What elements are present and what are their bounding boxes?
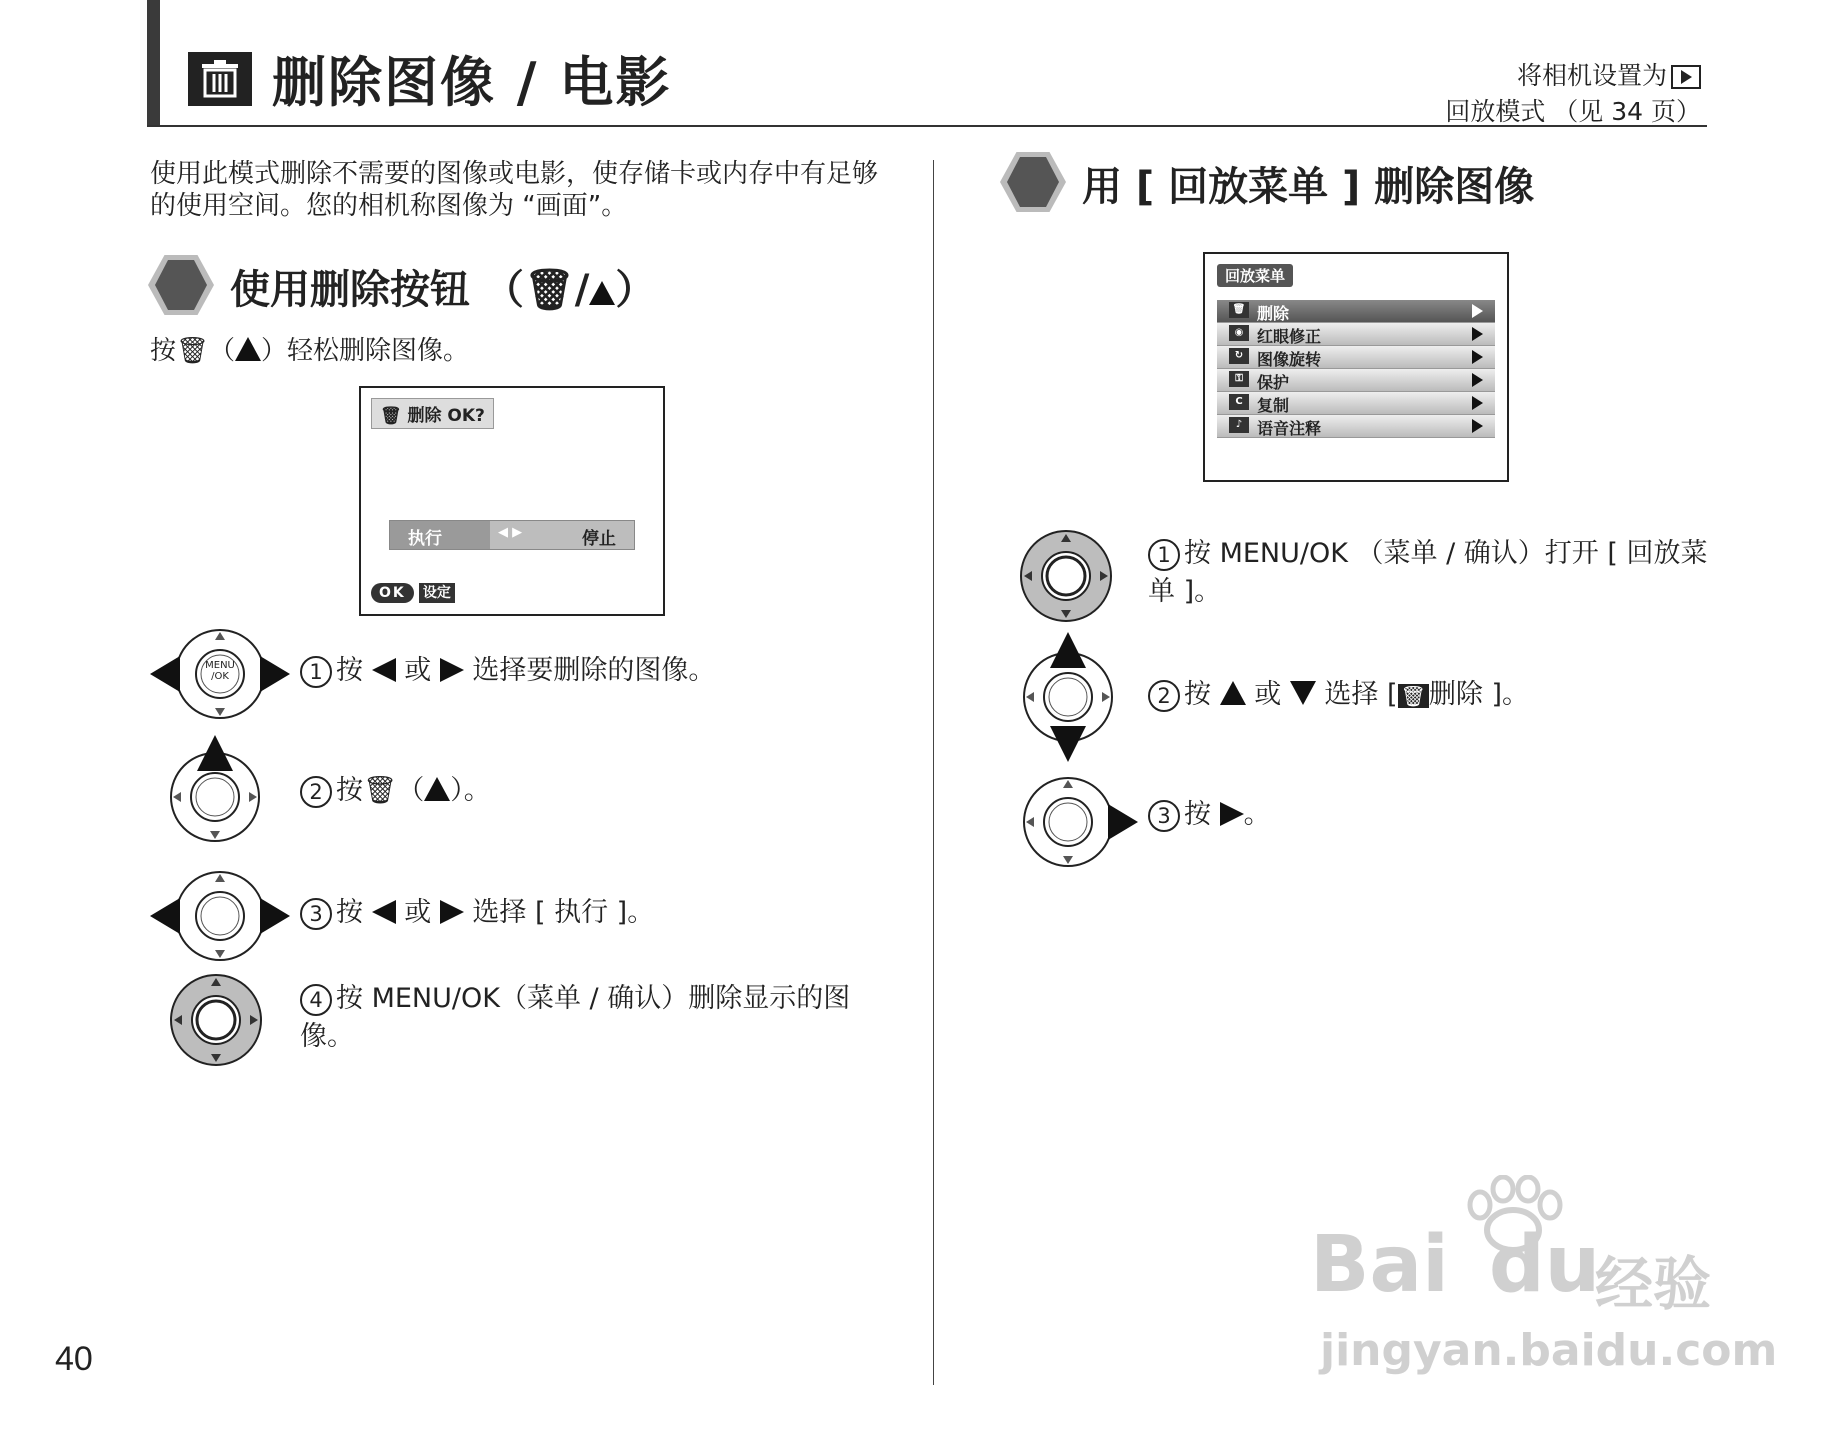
- menu-item-rotate[interactable]: ↻ 图像旋转: [1217, 346, 1495, 369]
- up-triangle-icon: [589, 281, 615, 305]
- playback-menu-screen: [1203, 252, 1509, 482]
- section-hex-icon: [1000, 152, 1066, 212]
- copy-icon: C: [1229, 394, 1249, 410]
- set-label: 设定: [419, 583, 455, 603]
- column-divider: [933, 160, 934, 1385]
- watermark-url: jingyan.baidu.com: [1320, 1325, 1778, 1376]
- dpad-menu-ok-right: [1018, 528, 1114, 628]
- menu-item-redeye[interactable]: ◉ 红眼修正: [1217, 323, 1495, 346]
- up-triangle-icon: [424, 777, 450, 801]
- stop-label: 停止: [582, 529, 616, 549]
- right-step-2: 2 按 或 选择 [ 🗑 删除 ]。: [1148, 676, 1529, 715]
- exec-stop-bar[interactable]: [389, 520, 635, 550]
- dpad-right: [1018, 772, 1138, 876]
- dpad-left-right: [150, 624, 290, 728]
- left-press-line: 按🗑（ ）轻松删除图像。: [150, 336, 470, 366]
- trash-glyph-icon: 🗑: [176, 336, 210, 366]
- watermark-brand: Bai du: [1310, 1220, 1601, 1310]
- right-step-3: 3 按 。: [1148, 796, 1271, 834]
- left-step-3: 3 按 或 选择 [ 执行 ]。: [300, 894, 654, 932]
- trash-icon: 🗑: [1398, 684, 1429, 708]
- eye-icon: ◉: [1229, 325, 1249, 341]
- menu-list: [1217, 300, 1495, 438]
- dpad-up-down: [1018, 632, 1118, 766]
- lr-arrows-icon: ◀ ▶: [498, 525, 523, 540]
- trash-glyph-icon: 🗑: [523, 267, 575, 313]
- dpad-left-right-2: [150, 866, 290, 970]
- mode-line-1: 将相机设置为: [1517, 56, 1701, 92]
- right-triangle-icon: [440, 658, 464, 682]
- right-section-title: 用 [ 回放菜单 ] 删除图像: [1082, 164, 1535, 210]
- mic-icon: ♪: [1229, 417, 1249, 433]
- up-triangle-icon: [235, 337, 261, 361]
- mode-line-2: 回放模式 （见 34 页）: [1445, 97, 1701, 126]
- up-triangle-icon: [1220, 681, 1246, 705]
- page-number: 40: [55, 1340, 93, 1378]
- intro-paragraph: 使用此模式删除不需要的图像或电影，使存储卡或内存中有足够的使用空间。您的相机称图像为 “画面”。: [150, 159, 879, 221]
- right-triangle-icon: [1220, 802, 1244, 826]
- trash-icon: 🗑: [1229, 302, 1249, 318]
- section-hex-icon: [148, 255, 214, 315]
- left-triangle-icon: [372, 658, 396, 682]
- play-icon: [1671, 65, 1701, 89]
- menu-item-voice[interactable]: ♪ 语音注释: [1217, 415, 1495, 438]
- key-icon: ⚿: [1229, 371, 1249, 387]
- dpad-menu-ok: [168, 972, 264, 1072]
- menu-item-delete[interactable]: 🗑 删除: [1217, 300, 1495, 323]
- rotate-icon: ↻: [1229, 348, 1249, 364]
- right-triangle-icon: [440, 900, 464, 924]
- trash-glyph-icon: 🗑: [363, 775, 398, 806]
- menu-item-protect[interactable]: ⚿ 保护: [1217, 369, 1495, 392]
- exec-label: 执行: [408, 529, 442, 549]
- right-step-1: 1 按 MENU/OK （菜单 / 确认）打开 [ 回放菜单 ]。: [1148, 538, 1708, 607]
- dpad-menu-label: MENU /OK: [205, 660, 235, 682]
- left-section-title: 使用删除按钮 （🗑/ ）: [230, 267, 656, 313]
- delete-confirm-screen: [359, 386, 665, 616]
- down-triangle-icon: [1290, 681, 1316, 705]
- trash-icon: [188, 52, 252, 106]
- left-triangle-icon: [372, 900, 396, 924]
- watermark-cn: 经验: [1595, 1250, 1712, 1318]
- menu-header: 回放菜单: [1217, 264, 1293, 287]
- left-step-2: 2 按🗑（ ）。: [300, 772, 491, 810]
- menu-item-copy[interactable]: C 复制: [1217, 392, 1495, 415]
- header-bar: [147, 0, 160, 127]
- screen-header: 🗑 删除 OK?: [371, 398, 494, 429]
- page-title: 删除图像 / 电影: [272, 51, 672, 114]
- ok-pill: OK: [371, 583, 414, 603]
- left-step-1: 1 按 或 选择要删除的图像。: [300, 652, 715, 690]
- ok-set-hint: [371, 582, 455, 602]
- dpad-up: [165, 735, 265, 849]
- left-step-4: 4 按 MENU/OK（菜单 / 确认）删除显示的图像。: [300, 983, 851, 1052]
